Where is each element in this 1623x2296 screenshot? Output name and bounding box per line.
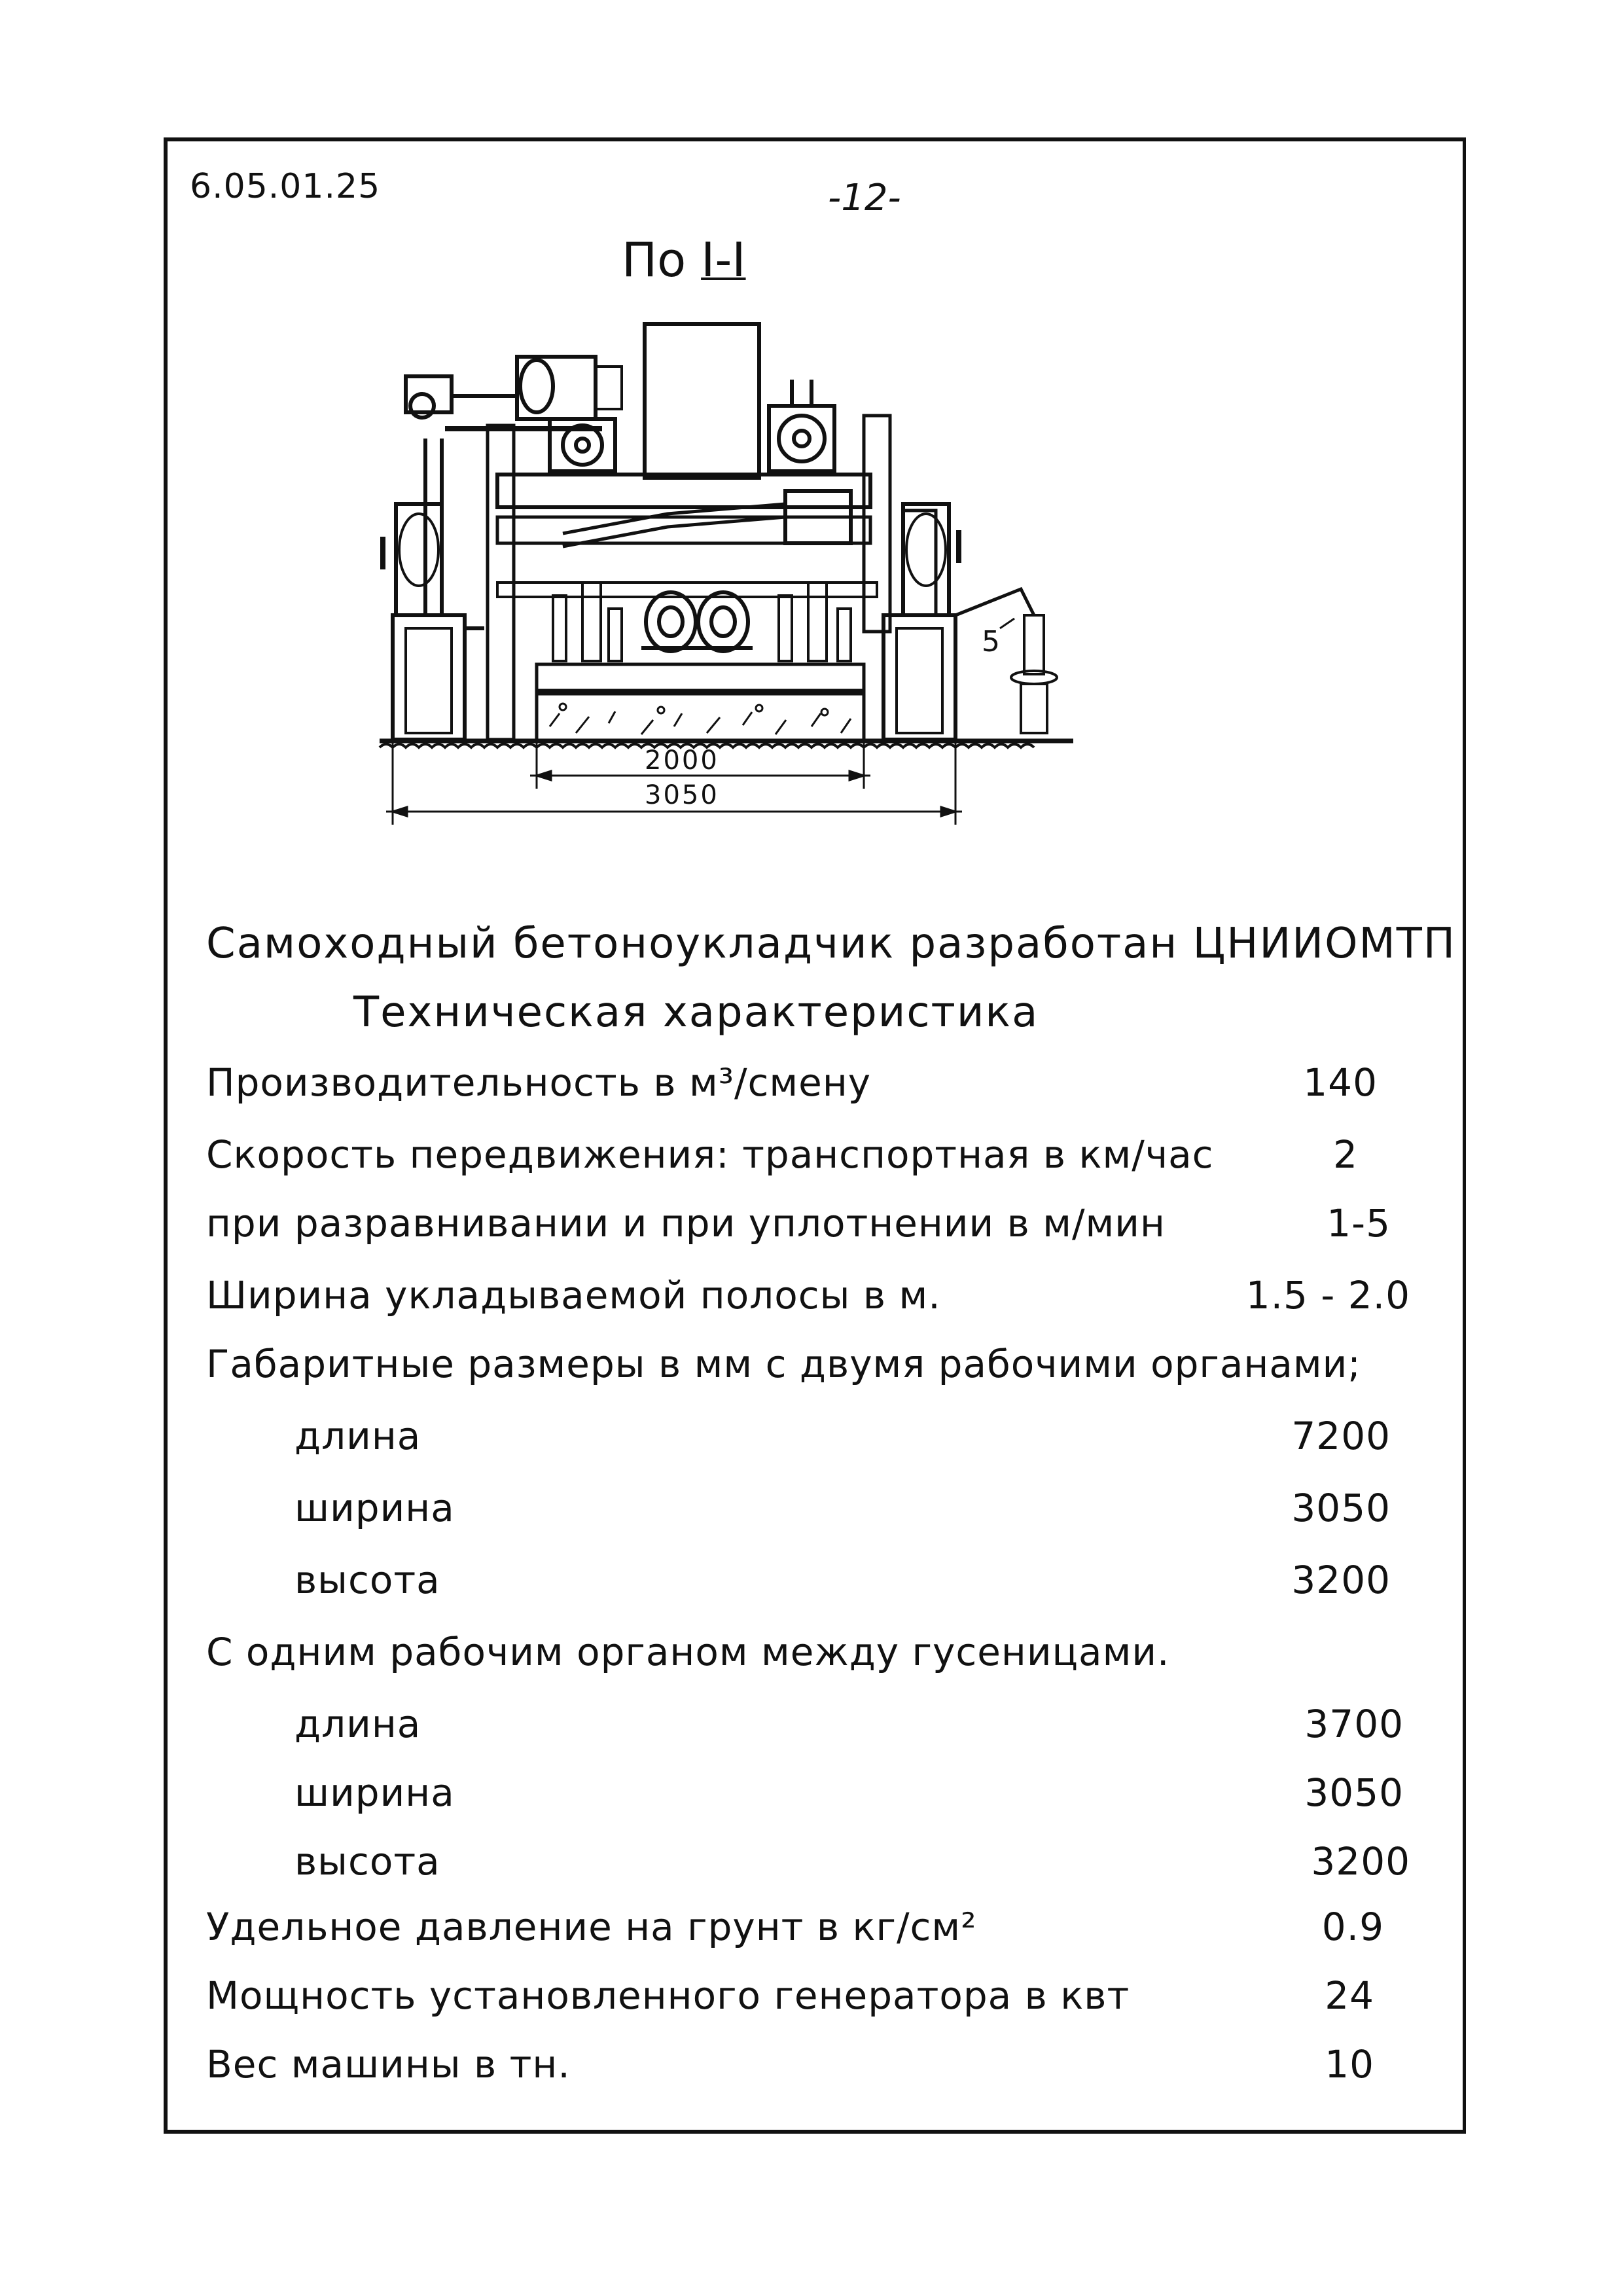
section-prefix: По [622, 232, 687, 287]
right-wheel [903, 504, 959, 615]
pulley-right [769, 380, 834, 471]
spec-value: 7200 [1291, 1414, 1391, 1458]
caption: Самоходный бетоноукладчик разработан ЦНИИОМТП [206, 920, 1456, 968]
control-cabin [645, 324, 759, 478]
spec-label: длина [294, 1414, 421, 1458]
callout-label: 5 [982, 625, 1000, 658]
page-number: -12- [828, 177, 901, 219]
small-motor [406, 376, 517, 418]
dimension-outer: 3050 [645, 780, 719, 810]
document-code: 6.05.01.25 [190, 167, 381, 206]
spec-value: 3050 [1304, 1770, 1404, 1815]
spec-label: высота [294, 1558, 440, 1602]
main-beams [445, 429, 877, 597]
spec-value: 3700 [1304, 1702, 1404, 1746]
left-wheel [383, 504, 442, 615]
spec-label: Габаритные размеры в мм с двумя рабочими органами; [206, 1342, 1361, 1386]
spec-value: 3200 [1291, 1558, 1391, 1602]
concrete-slab [537, 694, 864, 741]
motor-left [517, 357, 622, 419]
spec-value: 2 [1333, 1132, 1358, 1177]
spec-value: 10 [1325, 2042, 1374, 2087]
spec-value: 1.5 - 2.0 [1245, 1273, 1410, 1318]
right-track [883, 615, 955, 740]
left-track [393, 615, 484, 740]
spec-label: Скорость передвижения: транспортная в км/час [206, 1132, 1214, 1177]
spec-value: 24 [1325, 1973, 1374, 2018]
spec-value: 3050 [1291, 1486, 1391, 1530]
spec-value: 140 [1303, 1060, 1378, 1105]
spec-label: ширина [294, 1770, 455, 1815]
spec-label: длина [294, 1702, 421, 1746]
spec-label: ширина [294, 1486, 455, 1530]
spec-value: 3200 [1311, 1839, 1410, 1884]
dimension-inner: 2000 [645, 745, 719, 776]
spec-value: 0.9 [1321, 1905, 1384, 1949]
spec-label: высота [294, 1839, 440, 1884]
section-roman: I-I [701, 232, 746, 287]
spec-label: Ширина укладываемой полосы в м. [206, 1273, 941, 1318]
spec-label: Производительность в м³/смену [206, 1060, 872, 1105]
spec-label: Вес машины в тн. [206, 2042, 571, 2087]
section-title [622, 232, 746, 287]
spec-label: Удельное давление на грунт в кг/см² [206, 1905, 977, 1949]
machine-cross-section-drawing [366, 308, 1093, 851]
spec-label: С одним рабочим органом между гусеницами. [206, 1630, 1170, 1674]
spec-value: 1-5 [1327, 1201, 1391, 1246]
spec-title: Техническая характеристика [353, 988, 1039, 1037]
side-arm [955, 589, 1057, 733]
vibrator-tubes [641, 592, 753, 651]
spec-label: Мощность установленного генератора в квт [206, 1973, 1130, 2018]
spec-label: при разравнивании и при уплотнении в м/мин [206, 1201, 1166, 1246]
